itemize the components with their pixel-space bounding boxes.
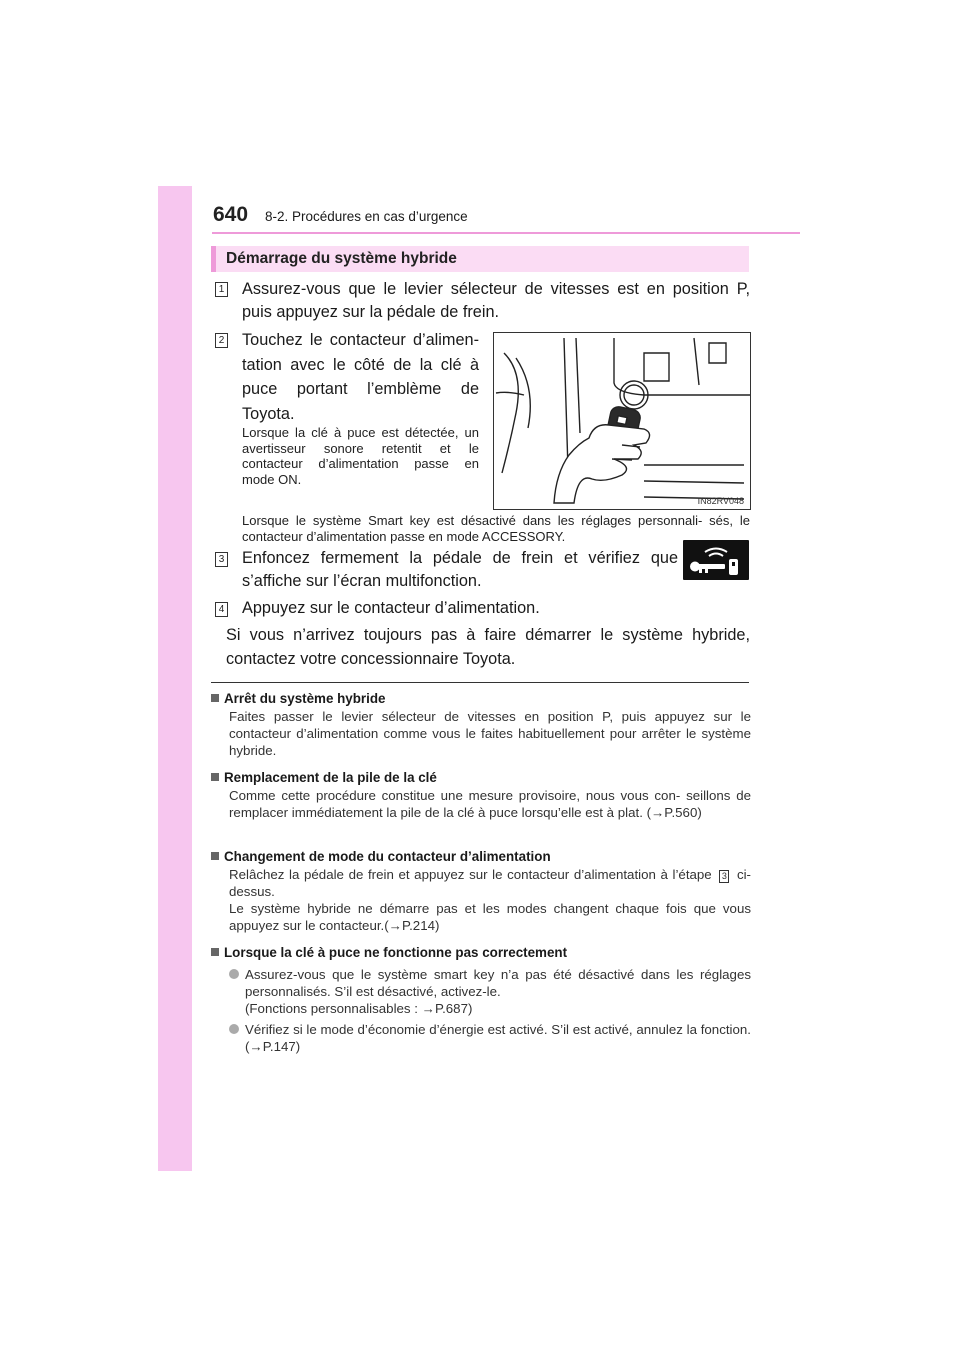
side-bar: [158, 186, 192, 1171]
bullet-dot-icon: [229, 1024, 239, 1034]
inline-step-number: 3: [719, 870, 729, 883]
note-key-malfunction: [211, 944, 751, 1055]
illustration-code: IN82RV048: [697, 496, 744, 506]
smart-key-indicator-icon: [683, 540, 749, 580]
step-number-4: 4: [215, 602, 228, 617]
square-bullet-icon: [211, 694, 219, 702]
bullet-text-ref: (Fonctions personnalisables : →P.687): [245, 1001, 473, 1016]
note-mode-change: [211, 848, 751, 934]
note-body-part-b: ci-dessus.: [229, 867, 751, 899]
list-item: [229, 966, 751, 1017]
page-number: 640: [213, 203, 249, 226]
step-number-2: 2: [215, 333, 228, 348]
box-title-text: Démarrage du système hybride: [226, 250, 457, 267]
step-4-text: Appuyez sur le contacteur d’alimentation.: [242, 599, 540, 617]
after-steps-text: Si vous n’arrivez toujours pas à faire démarrer le système hybride, contactez votre concessionnaire Toyota.: [226, 626, 750, 668]
step-1-text: Assurez-vous que le levier sélecteur de vitesses est en position P, puis appuyez sur la pédale de frein.: [242, 280, 750, 321]
box-accent: [211, 246, 216, 272]
header-rule: [212, 232, 800, 234]
note-body-part-a: Relâchez la pédale de frein et appuyez sur le contacteur d’alimentation à l’étape: [229, 867, 712, 882]
bullet-dot-icon: [229, 969, 239, 979]
power-button-hand-illustration: [494, 333, 750, 509]
note-title: Remplacement de la pile de la clé: [224, 770, 437, 785]
step-number-3: 3: [215, 552, 228, 567]
note-title: Lorsque la clé à puce ne fonctionne pas correctement: [224, 945, 568, 960]
square-bullet-icon: [211, 948, 219, 956]
step-3-text: Enfoncez fermement la pédale de frein et vérifiez que s’affiche sur l’écran multifonction.: [242, 549, 678, 590]
note-title: Changement de mode du contacteur d’alimentation: [224, 849, 551, 864]
note-body: Comme cette procédure constitue une mesure provisoire, nous vous con- seillons de remplacer immédiatement la pile de la clé à puce lorsqu’elle est à plat. (→P.560): [229, 788, 751, 820]
note-title: Arrêt du système hybride: [224, 691, 386, 706]
step-number-1: 1: [215, 282, 228, 297]
note-body-part-c: Le système hybride ne démarre pas et les modes changent chaque fois que vous appuyez sur le contacteur.(→P.214): [229, 901, 751, 933]
note-battery-replacement: [211, 769, 751, 821]
box-title: [211, 246, 749, 272]
illustration: [493, 332, 751, 510]
divider: [211, 682, 749, 683]
list-item: [229, 1021, 751, 1055]
step-2-detail: Lorsque la clé à puce est détectée, un avertisseur sonore retentit et le contacteur d’alimentation passe en mode ON.: [242, 425, 479, 487]
square-bullet-icon: [211, 852, 219, 860]
bullet-text: Vérifiez si le mode d’économie d’énergie est activé. S’il est activé, annulez la fonction. (→P.147): [245, 1022, 751, 1054]
square-bullet-icon: [211, 773, 219, 781]
note-hybrid-stop: [211, 690, 751, 759]
step-2-text: Touchez le contacteur d’alimen- tation avec le côté de la clé à puce portant l’emblème de Toyota.: [242, 331, 479, 423]
bullet-text: Assurez-vous que le système smart key n’a pas été désactivé dans les réglages personnalisés. S’il est désactivé, activez-le.: [245, 967, 751, 999]
note-body: Faites passer le levier sélecteur de vitesses en position P, puis appuyez sur le contacteur d’alimentation comme vous le faites habituellement pour arrêter le système hybride.: [229, 709, 751, 758]
step-2-note: Lorsque le système Smart key est désactivé dans les réglages personnali- sés, le contacteur d’alimentation passe en mode ACCESSORY.: [242, 513, 750, 544]
section-title: 8-2. Procédures en cas d’urgence: [265, 209, 468, 224]
